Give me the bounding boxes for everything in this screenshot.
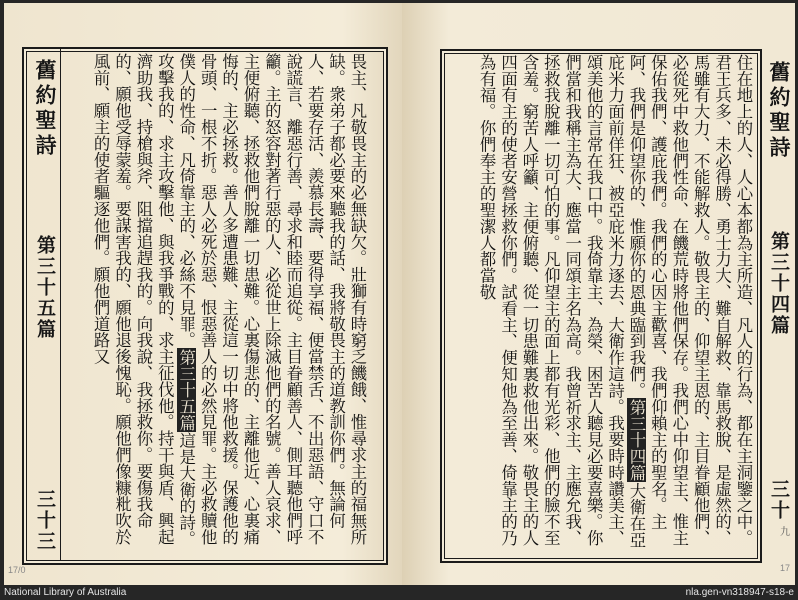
right-body-text: 住在地上的人、人心本都為主所造、凡人的行為、都在主洞鑒之中。君王兵多、未必得勝、勇士力大、難自解救、靠馬救脫、是虛然的、馬雖有大力、不能解救人。敬畏主的、仰望主恩的、主目眷顧他們、必從死中救他們性命、在饑荒時將他們保存。我們心中仰望主、惟主保佑我們、護庇我們。我們的心因主歡喜、我們仰賴主的聖名。主阿、我們是仰望你的、惟願你的恩典臨到我們。 xyxy=(626,54,753,546)
left-page-text xyxy=(91,53,368,561)
left-body-text: 畏主、凡敬畏主的必無缺欠。壯獅有時窮乏饑餓、惟尋求主的福無所缺。衆弟子都必要來聽我的話、我將敬畏主的道教訓你們。無論何人、若要存活、羨慕長壽、要得享福、便當禁舌、不出惡語、守口不說謊言、離惡行善、尋求和睦而追從。主目眷顧善人、側耳聽他們呼籲。主的怒容對著行惡的人、必從世上除滅他們的名號。善人哀求、主便俯聽、拯救他們脫離一切患難。心裏傷悲的、主離他近、心裏痛悔的、主必拯救。善人多遭患難、主從這一切中將他救援。保護他的骨頭、一根不折。惡人必死於惡、恨惡善人的必然見罪。主必救贖他僕人的性命、凡倚靠主的、必絲不見罪。 xyxy=(176,53,367,545)
footer-bar xyxy=(0,587,798,600)
left-margin-number: 17/0 xyxy=(8,565,26,575)
left-hymn-intro: 這是大衛的詩。 xyxy=(176,432,196,548)
right-page xyxy=(402,3,795,585)
right-book-title: 舊約聖詩 xyxy=(767,61,792,161)
right-margin-mark: 九 xyxy=(780,527,790,538)
right-page-text xyxy=(477,54,754,560)
left-page xyxy=(4,3,402,585)
left-book-title: 舊約聖詩 xyxy=(33,59,58,159)
right-page-frame xyxy=(440,49,762,563)
right-body-text-2: 我要時時讚美主、頌美他的言常在我口中。我倚靠主、為榮、困苦人聽見必要喜樂。你們當和我稱主為大、應當一同頌主名為高。我曾祈求主、主應允我、拯救我脫離一切可怕的事。凡仰望主的面上都有光彩、他們的臉不至含羞。窮苦人呼籲、主便俯聽、從一切患難裏救他出來。敬畏主的人四面有主的使者安營拯救你們。試看主、便知他為至善、倚靠主的乃為有福。你們奉主的聖潔人都當敬 xyxy=(477,54,625,547)
right-hymn-intro: 大衛在亞庇米力面前佯狂、被亞庇米力逐去、大衛作這詩。 xyxy=(605,54,646,549)
footer-library-name: National Library of Australia xyxy=(4,587,127,598)
footer-item-id: nla.gen-vn318947-s18-e xyxy=(685,587,794,598)
left-psalm-label: 第三十五篇 xyxy=(34,235,56,340)
right-hymn-tag: 第三十四篇 xyxy=(626,399,646,482)
right-page-number: 三十 xyxy=(768,479,790,521)
right-psalm-label: 第三十四篇 xyxy=(768,231,790,336)
left-hymn-tag: 第三十五篇 xyxy=(176,349,196,432)
left-page-frame xyxy=(22,47,388,565)
book-spread xyxy=(4,3,795,585)
left-header-divider xyxy=(60,49,61,561)
left-page-number: 三十三 xyxy=(34,489,56,552)
right-margin-number: 17 xyxy=(780,563,791,573)
left-body-text-2: 攻擊我的、求主攻擊他、與我爭戰的、求主征伐他。持干與盾、興起濟助我、持槍與斧、阻擋追趕我的。向我說、我拯救你。要傷我命的、願他受辱蒙羞。要謀害我的、願他退後愧恥。願他們像糠粃吹於風前、願主的使者驅逐他們。願他們道路又 xyxy=(91,53,175,545)
